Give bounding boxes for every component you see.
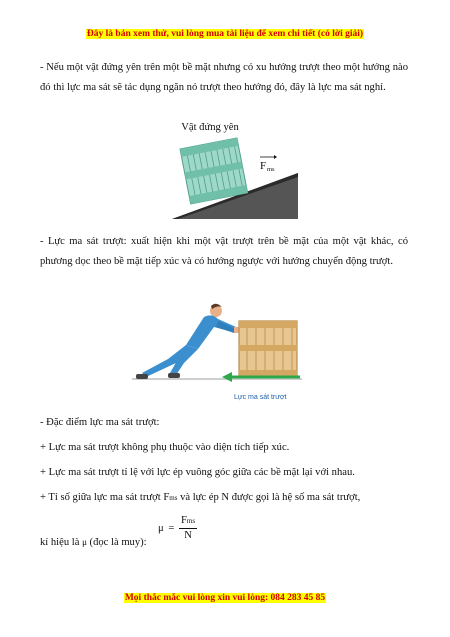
friction-coefficient-formula: μ = Fms N (158, 515, 196, 541)
preview-notice: Đây là bản xem thử, vui lòng mua tài liệu để xem chi tiết (có lời giải) (86, 29, 364, 39)
contact-footer (0, 587, 450, 605)
paragraph-kinetic-friction: - Lực ma sát trượt: xuất hiện khi một vật trượt trên bề mặt của một vật khác, có phương dọc theo bề mặt tiếp xúc và có hướng ngược với hướng chuyển động trượt. (40, 236, 408, 267)
pushing-figure (126, 297, 312, 409)
wooden-crate (239, 321, 297, 377)
force-label: F (260, 160, 267, 172)
contact-text: Mọi thắc mắc vui lòng xin vui lòng: 084 283 45 85 (124, 593, 326, 603)
friction-label: Lực ma sát trượt (234, 394, 287, 401)
person-pushing (136, 304, 239, 379)
features-heading: - Đặc điểm lực ma sát trượt: (40, 417, 160, 428)
feature-item-3: + Tỉ số giữa lực ma sát trượt Fms và lực ép N được gọi là hệ số ma sát trượt, (40, 492, 361, 503)
figure1-caption: Vật đứng yên (181, 122, 239, 133)
paragraph-static-friction: - Nếu một vật đứng yên trên một bề mặt nhưng có xu hướng trượt theo một hướng nào đó thì lực ma sát sẽ tác dụng ngăn nó trượt theo hướng đó, đây là lực ma sát nghỉ. (40, 62, 408, 93)
incline-figure (172, 135, 300, 221)
feature-item-4: kí hiệu là μ (đọc là muy): (40, 537, 147, 548)
crate-on-incline (180, 138, 248, 204)
feature-item-1: + Lực ma sát trượt không phụ thuộc vào diện tích tiếp xúc. (40, 442, 290, 453)
feature-item-2: + Lực ma sát trượt tỉ lệ với lực ép vuông góc giữa các bề mặt lại với nhau. (40, 467, 355, 478)
preview-banner (0, 23, 450, 41)
force-label-sub: ms (267, 166, 275, 173)
